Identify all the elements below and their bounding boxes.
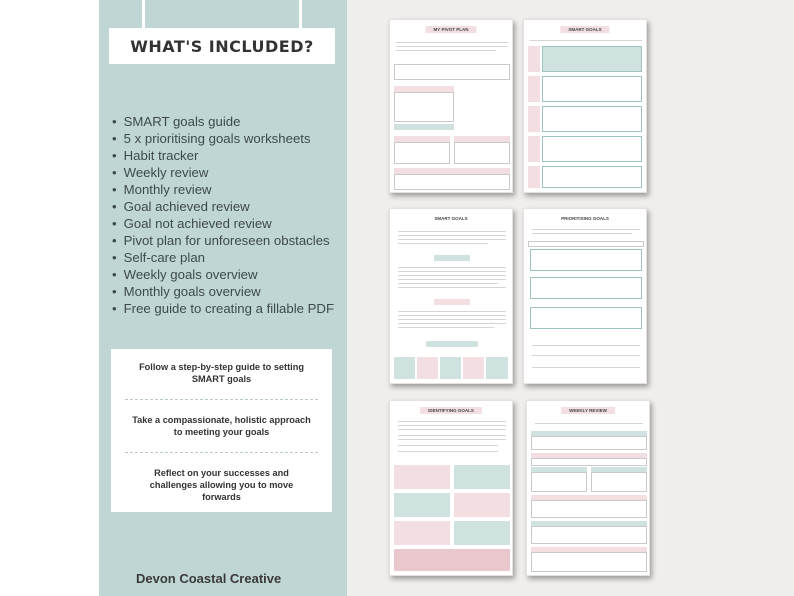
text-line <box>398 323 506 324</box>
text-line <box>532 345 640 346</box>
field-box <box>530 249 642 271</box>
divider <box>125 399 318 400</box>
field-box <box>531 500 647 518</box>
text-line <box>398 271 506 272</box>
life-area-box <box>394 465 450 489</box>
field-box <box>542 166 642 188</box>
text-line <box>398 315 506 316</box>
text-line <box>398 239 506 240</box>
label-bar <box>434 255 470 261</box>
field-box <box>528 241 644 247</box>
text-line <box>532 233 632 234</box>
text-line <box>398 421 506 422</box>
life-area-box <box>454 465 510 489</box>
field-box <box>530 307 642 329</box>
preview-page-identifying-goals <box>389 400 513 576</box>
field-box <box>542 136 642 162</box>
label-bar <box>434 299 470 305</box>
field-box <box>394 174 510 190</box>
field-box <box>531 472 587 492</box>
benefit-text: Reflect on your successes and challenges allowing you to move forwards <box>149 468 294 502</box>
smart-column <box>463 357 484 379</box>
title-banner <box>109 28 335 64</box>
page-heading: SMART GOALS <box>434 216 468 221</box>
field-box <box>530 277 642 299</box>
text-line <box>396 42 508 43</box>
page-heading: IDENTIFYING GOALS <box>420 407 482 414</box>
text-line <box>396 46 508 47</box>
life-area-box <box>394 521 450 545</box>
text-line <box>398 429 506 430</box>
feature-item: • SMART goals guide <box>112 113 334 130</box>
text-line <box>398 275 506 276</box>
brand-name: Devon Coastal Creative <box>136 571 282 586</box>
preview-page-prioritising-goals <box>523 208 647 384</box>
smart-column <box>417 357 438 379</box>
text-line <box>398 243 488 244</box>
page-heading: SMART GOALS <box>560 26 609 33</box>
preview-page-smart-goals <box>523 19 647 193</box>
field-box <box>454 142 510 164</box>
text-line <box>398 287 506 288</box>
smart-column <box>394 357 415 379</box>
page-title: WHAT'S INCLUDED? <box>130 36 314 56</box>
text-line <box>398 267 506 268</box>
side-label <box>528 106 540 132</box>
text-line <box>535 423 643 424</box>
text-line <box>398 435 506 436</box>
page-heading: MY PIVOT PLAN <box>426 26 477 33</box>
feature-item: • Monthly review <box>112 181 334 198</box>
field-box <box>394 64 510 80</box>
preview-page-smart-guide <box>389 208 513 384</box>
field-box <box>591 472 647 492</box>
text-line <box>398 425 506 426</box>
side-label <box>528 136 540 162</box>
feature-item: • Self-care plan <box>112 249 334 266</box>
feature-item: • 5 x prioritising goals worksheets <box>112 130 334 147</box>
feature-item: • Monthly goals overview <box>112 283 334 300</box>
life-area-box <box>394 493 450 517</box>
side-label <box>528 166 540 188</box>
text-line <box>398 235 506 236</box>
field-box <box>542 46 642 72</box>
text-line <box>398 445 498 446</box>
life-area-box <box>454 521 510 545</box>
text-line <box>532 229 640 230</box>
field-box <box>542 76 642 102</box>
life-area-box <box>454 493 510 517</box>
feature-item: • Habit tracker <box>112 147 334 164</box>
benefit-text: Follow a step-by-step guide to setting SMART goals <box>139 362 304 384</box>
text-line <box>398 319 506 320</box>
page-heading: PRIORITISING GOALS <box>561 216 609 221</box>
feature-item: • Weekly goals overview <box>112 266 334 283</box>
text-line <box>398 231 506 232</box>
text-line <box>398 283 498 284</box>
preview-page-weekly-review <box>526 400 650 576</box>
text-line <box>398 311 506 312</box>
feature-list <box>112 113 334 317</box>
banner-tab <box>142 0 145 28</box>
side-label <box>528 46 540 72</box>
field-box <box>531 526 647 544</box>
text-line <box>532 367 640 368</box>
divider <box>125 452 318 453</box>
text-line <box>398 279 506 280</box>
preview-page-pivot-plan <box>389 19 513 193</box>
feature-item: • Weekly review <box>112 164 334 181</box>
feature-item: • Goal not achieved review <box>112 215 334 232</box>
feature-item: • Pivot plan for unforeseen obstacles <box>112 232 334 249</box>
benefit-text: Take a compassionate, holistic approach to meeting your goals <box>132 415 311 437</box>
text-line <box>398 327 494 328</box>
text-line <box>398 439 506 440</box>
feature-item: • Free guide to creating a fillable PDF <box>112 300 334 317</box>
smart-column <box>440 357 461 379</box>
text-line <box>398 451 498 452</box>
field-box <box>531 552 647 572</box>
banner-tab <box>299 0 302 28</box>
text-line <box>530 40 642 41</box>
field-box <box>394 142 450 164</box>
page-heading: WEEKLY REVIEW <box>561 407 615 414</box>
smart-column <box>486 357 508 379</box>
label-bar <box>394 124 454 130</box>
text-line <box>396 50 496 51</box>
field-box <box>531 458 647 466</box>
benefits-box <box>111 349 332 512</box>
field-box <box>542 106 642 132</box>
side-label <box>528 76 540 102</box>
label-bar <box>426 341 478 347</box>
life-area-box <box>394 549 510 571</box>
field-box <box>394 92 454 122</box>
feature-item: • Goal achieved review <box>112 198 334 215</box>
text-line <box>532 355 640 356</box>
field-box <box>531 436 647 450</box>
